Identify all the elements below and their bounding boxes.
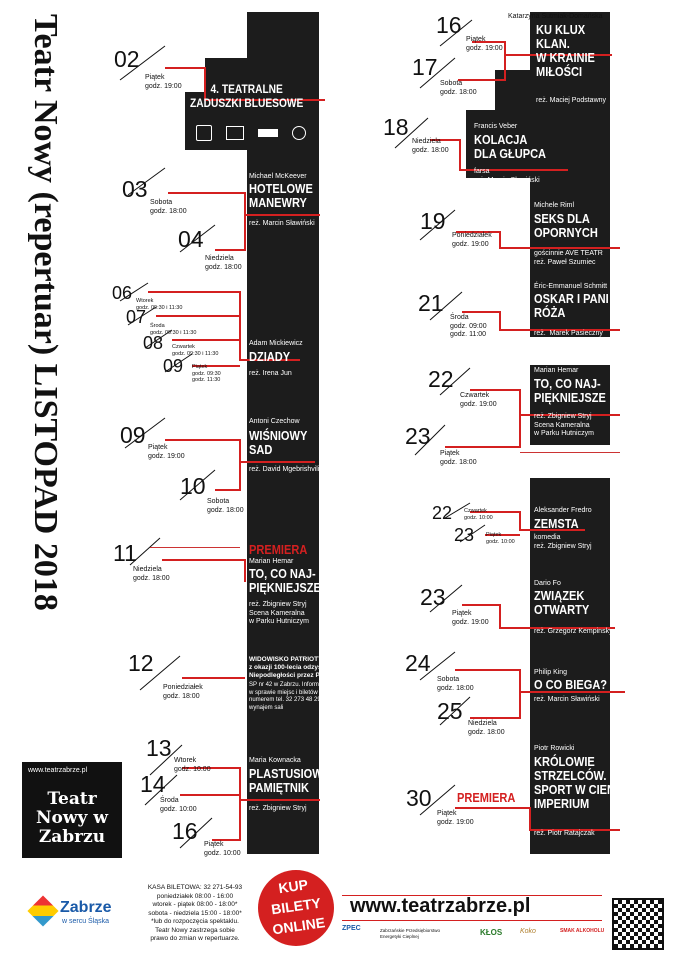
dir-krolowie: reż. Piotr Ratajczak [534,830,595,837]
sponsor-zpec-full: Zabrzańskie Przedsiębiorstwo Energetyki Cieplnej [380,928,441,939]
dir-seks: gościnnie AVE TEATR reż. Paweł Szumiec [534,250,603,266]
author-kuklux: Katarzyna Sutmiak-Domańska [508,13,603,20]
title-to-co-r: TO, CO NAJ- PIĘKNIEJSZE [534,376,606,405]
dir-to-co-l: reż. Zbigniew Stryj Scena Kameralna w Parku Hutniczym [249,601,309,625]
zabrze-sub: w sercu Śląska [62,918,110,925]
day-12: 12 [128,650,154,676]
meta-09b: Piątek godz. 19:00 [148,444,185,460]
box-office: KASA BILETOWA: 32 271-54-93 poniedziałek 08:00 - 16:00 wtorek - piątek 08:00 - 18:00* sobota - niedziela 15:00 - 18:00* *lub do rozpoczęcia spektaklu. Teatr Nowy zastrzega sobie prawo do zmian w repertuarze. [147,884,243,942]
zabrze-logo: Zabrze [60,899,112,916]
title-widowisko: WIDOWISKO PATRIOTYCZNE z okazji 100-lecia odzyskania Niepodległości przez Polskę [249,656,341,679]
day-21: 21 [418,290,444,316]
title-zemsta: ZEMSTA [534,516,579,531]
zaduszki-logos [196,124,306,142]
meta-24: Sobota godz. 18:00 [437,676,474,692]
meta-03: Sobota godz. 18:00 [150,199,187,215]
day-17: 17 [412,54,438,80]
sponsor-smak: SMAK ALKOHOLU [560,928,605,934]
author-krolowie: Piotr Rowicki [534,745,575,752]
day-16-left: 16 [172,818,198,844]
meta-10: Sobota godz. 18:00 [207,498,244,514]
dir-zemsta: komedia reż. Zbigniew Stryj [534,534,592,550]
day-19: 19 [420,208,446,234]
day-07: 07 [126,307,147,327]
author-wisniowy: Antoni Czechow [249,418,300,425]
day-02: 02 [114,46,140,72]
meta-09a: Piątek godz. 09:30 godz. 11:30 [192,364,221,383]
author-plastus: Maria Kownacka [249,757,301,764]
title-plastus: PLASTUSIOWY PAMIĘTNIK [249,766,331,795]
dir-zwiazek: reż. Grzegorz Kempinsky [534,628,613,635]
dir-kolacja: farsa reż. Marcin Sławiński [474,168,540,184]
title-kolacja: KOLACJA DLA GŁUPCA [474,132,547,161]
day-25: 25 [437,698,463,724]
meta-25: Niedziela godz. 18:00 [468,720,505,736]
title-seks: SEKS DLA OPORNYCH [534,211,598,240]
day-24: 24 [405,650,431,676]
meta-08: Czwartek godz. 09:30 i 11:30 [172,344,219,357]
premiere-right: PREMIERA [457,790,516,805]
day-08: 08 [143,333,164,353]
meta-16-right: Piątek godz. 19:00 [466,36,503,52]
day-18: 18 [383,114,409,140]
miejsce-logo-left [150,547,240,560]
title-kuklux: KU KLUX KLAN. W KRAINIE MIŁOŚCI [536,22,595,79]
day-23b: 23 [454,525,475,545]
day-23c: 23 [420,584,446,610]
day-03: 03 [122,176,148,202]
title-wisniowy: WIŚNIOWY SAD [249,428,308,457]
meta-16-left: Piątek godz. 10:00 [204,841,241,857]
title-zaduszki: 4. TEATRALNE ZADUSZKI BLUESOWE [190,82,304,110]
day-13: 13 [146,735,172,761]
dir-o-co: reż. Marcin Sławiński [534,696,600,703]
day-23a: 23 [405,423,431,449]
dir-kuklux: reż. Maciej Podstawny [536,97,607,104]
author-seks: Michele Riml [534,202,575,209]
meta-06: Wtorek godz. 09:30 i 11:30 [136,298,183,311]
meta-22b: Czwartek godz. 10:00 [464,508,493,521]
title-krolowie: KRÓLOWIE STRZELCÓW. SPORT W CIENIU IMPERIUM [534,754,627,811]
author-dziady: Adam Mickiewicz [249,340,303,347]
author-kolacja: Francis Veber [474,123,518,130]
dir-dziady: reż. Irena Jun [249,370,292,377]
dir-hotelowe: reż. Marcin Sławiński [249,220,315,227]
meta-21: Środa godz. 09:00 godz. 11:00 [450,314,487,338]
sponsor-klos: KŁOS [480,928,503,937]
title-oskar: OSKAR I PANI RÓŻA [534,291,609,320]
day-16-right: 16 [436,12,462,38]
poster-title: Teatr Nowy (repertuar) LISTOPAD 2018 [27,14,64,611]
day-10: 10 [180,473,206,499]
day-22b: 22 [432,503,453,523]
meta-14: Środa godz. 10:00 [160,797,197,813]
sponsor-zpec: ZPEC [342,925,361,932]
author-to-co-l: Marian Hemar [249,558,294,565]
day-04: 04 [178,226,204,252]
author-oskar: Éric-Emmanuel Schmitt [534,283,608,290]
author-zwiazek: Dario Fo [534,580,561,587]
title-zwiazek: ZWIĄZEK OTWARTY [534,588,590,617]
meta-22a: Czwartek godz. 19:00 [460,392,497,408]
author-zemsta: Aleksander Fredro [534,507,592,514]
miejsce-logo-right [520,452,620,465]
site-small[interactable]: www.teatrzabrze.pl [28,767,88,774]
day-11: 11 [113,540,137,566]
title-hotelowe: HOTELOWE MANEWRY [249,181,313,210]
title-dziady: DZIADY [249,349,291,364]
meta-07: Środa godz. 09:30 i 11:30 [150,323,197,336]
site-big[interactable]: www.teatrzabrze.pl [350,895,531,917]
dir-wisniowy: reż. David Mgebrishvili [249,466,320,473]
premiere-left: PREMIERA [249,542,308,557]
meta-17: Sobota godz. 18:00 [440,80,477,96]
day-30: 30 [406,785,432,811]
teatr-logo: Teatr Nowy w Zabrzu [36,789,108,847]
kup-bilety[interactable]: KUP BILETY ONLINE [270,876,327,938]
author-hotelowe: Michael McKeever [249,173,307,180]
sponsor-koko: Koko [520,928,536,935]
meta-18: Niedziela godz. 18:00 [412,138,449,154]
meta-13: Wtorek godz. 10:00 [174,757,211,773]
author-o-co: Philip King [534,669,568,676]
meta-11: Niedziela godz. 18:00 [133,566,170,582]
author-to-co-r: Marian Hemar [534,367,579,374]
day-09a: 09 [163,356,184,376]
dir-plastus: reż. Zbigniew Stryj [249,805,307,812]
day-22a: 22 [428,366,454,392]
meta-19: Poniedziałek godz. 19:00 [452,232,492,248]
dir-to-co-r: reż. Zbigniew Stryj Scena Kameralna w Parku Hutniczym [534,413,594,437]
meta-04: Niedziela godz. 18:00 [205,255,242,271]
title-o-co: O CO BIEGA? [534,677,608,692]
day-06: 06 [112,283,133,303]
meta-23b: Piątek godz. 10:00 [486,532,515,545]
dir-oskar: reż. Marek Pasieczny [534,330,603,337]
day-14: 14 [140,771,166,797]
meta-30: Piątek godz. 19:00 [437,810,474,826]
meta-12: Poniedziałek godz. 18:00 [163,684,203,700]
meta-02: Piątek godz. 19:00 [145,74,182,90]
qr-code[interactable] [612,898,664,950]
meta-23c: Piątek godz. 19:00 [452,610,489,626]
day-09b: 09 [120,422,146,448]
meta-23a: Piątek godz. 18:00 [440,450,477,466]
title-to-co-l: TO, CO NAJ- PIĘKNIEJSZE [249,566,321,595]
dir-widowisko: SP nr 42 w Zabrzu. Informacje w sprawie miejsc i biletów pod numerem tel. 32 273 48 29 wynajem sali [249,682,330,711]
